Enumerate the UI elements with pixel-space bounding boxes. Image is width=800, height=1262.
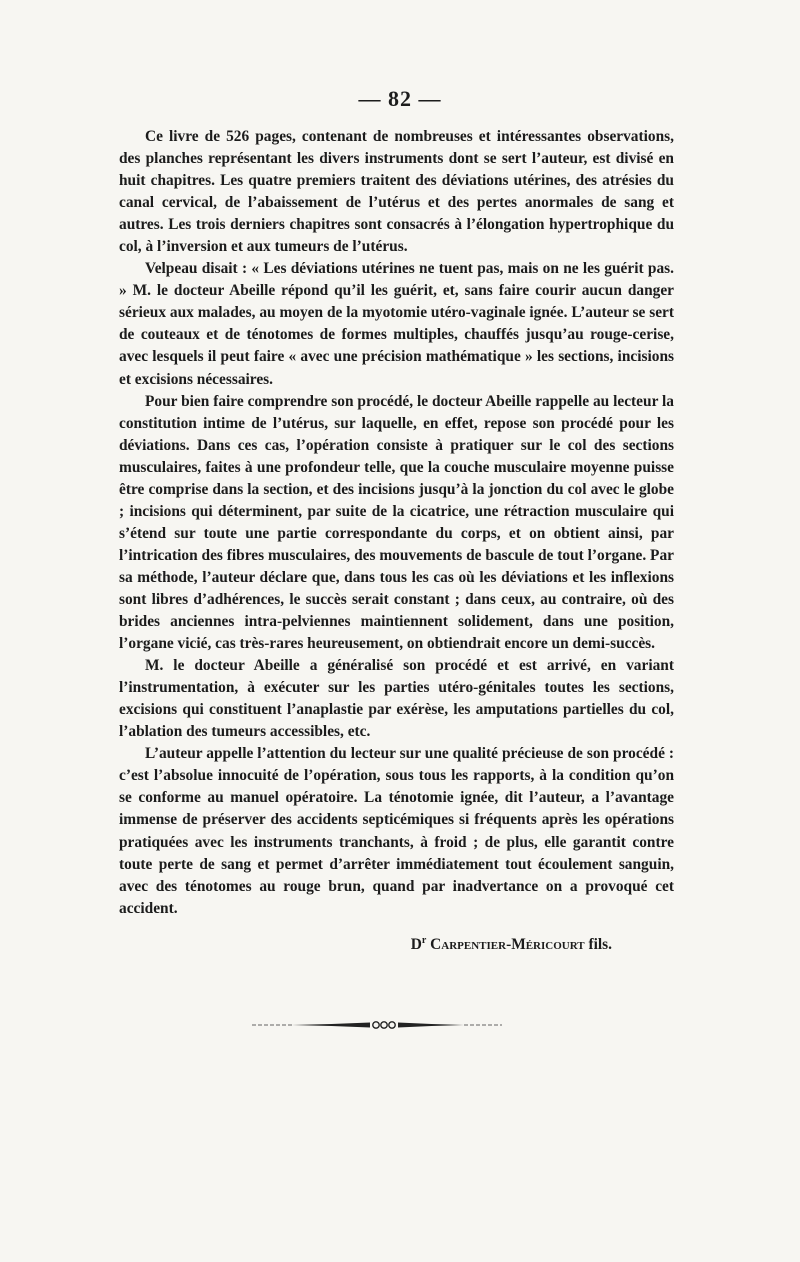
paragraph-3: Pour bien faire comprendre son procédé, le docteur Abeille rappelle au lecteur la constitution intime de l’utérus, sur laquelle, en effet, repose son procédé pour les déviations. Dans ces cas, l’opération consiste à pratiquer sur le col des sections musculaires, faites à une profondeur telle, que la couche musculaire moyenne puisse être comprise dans la section, et des incisions jusqu’à la jonction du col avec le globe ; incisions qui déterminent, par suite de la cicatrice, une rétraction musculaire qui s’étend sur toute une partie correspondante du corps, et on obtient ainsi, par l’intrication des fibres musculaires, des mouvements de bascule de tout l’organe. Par sa méthode, l’auteur déclare que, dans tous les cas où les déviations et les inflexions sont libres d’adhérences, le succès serait constant ; dans ceux, au contraire, où des brides anciennes intra-pelviennes maintiennent solidement, dans une position, l’organe vicié, cas très-rares heureusement, on obtiendrait encore un demi-succès. [119, 392, 674, 653]
paragraph-1: Ce livre de 526 pages, contenant de nombreuses et intéressantes observations, des planches représentant les divers instruments dont se sert l’auteur, est divisé en huit chapitres. Les quatre premiers traitent des déviations utérines, des atrésies du canal cervical, de l’abaissement de l’utérus et des pertes anormales de sang et autres. Les trois derniers chapitres sont consacrés à l’élongation hypertrophique du col, à l’inversion et aux tumeurs de l’utérus. [119, 128, 674, 256]
signature-suffix: fils. [584, 936, 612, 954]
article-body [119, 126, 674, 920]
paragraph-2: Velpeau disait : « Les déviations utérines ne tuent pas, mais on ne les guérit pas. » M. le docteur Abeille répond qu’il les guérit, et, sans faire courir aucun danger sérieux aux malades, au moyen de la myotomie utéro-vaginale ignée. L’auteur se sert de couteaux et de ténotomes de formes multiples, chauffés jusqu’au rouge-cerise, avec lesquels il peut faire « avec une précision mathématique » les sections, incisions et excisions nécessaires. [119, 260, 674, 388]
ornamental-divider [252, 1018, 502, 1032]
paragraph-4: M. le docteur Abeille a généralisé son procédé et est arrivé, en variant l’instrumentation, à exécuter sur les parties utéro-génitales toutes les sections, excisions qui constituent l’anaplastie par exérèse, les amputations partielles du col, l’ablation des tumeurs accessibles, etc. [119, 657, 674, 741]
signature-title: D [410, 936, 422, 954]
signature-name: Carpentier-Méricourt [430, 936, 585, 954]
paragraph-5: L’auteur appelle l’attention du lecteur sur une qualité précieuse de son procédé : c’est l’absolue innocuité de l’opération, sous tous les rapports, à la condition qu’on se conforme au manuel opératoire. La ténotomie ignée, dit l’auteur, a l’avantage immense de préserver des accidents septicémiques si fréquents après les opérations pratiquées avec les instruments tranchants, à froid ; de plus, elle garantit contre toute perte de sang et permet d’arrêter immédiatement tout écoulement sanguin, avec des ténotomes au rouge brun, quand par inadvertance on a provoqué cet accident. [119, 745, 674, 917]
page-number: — 82 — [358, 86, 442, 111]
author-signature [411, 935, 612, 954]
signature-title-superscript: r [421, 935, 427, 946]
